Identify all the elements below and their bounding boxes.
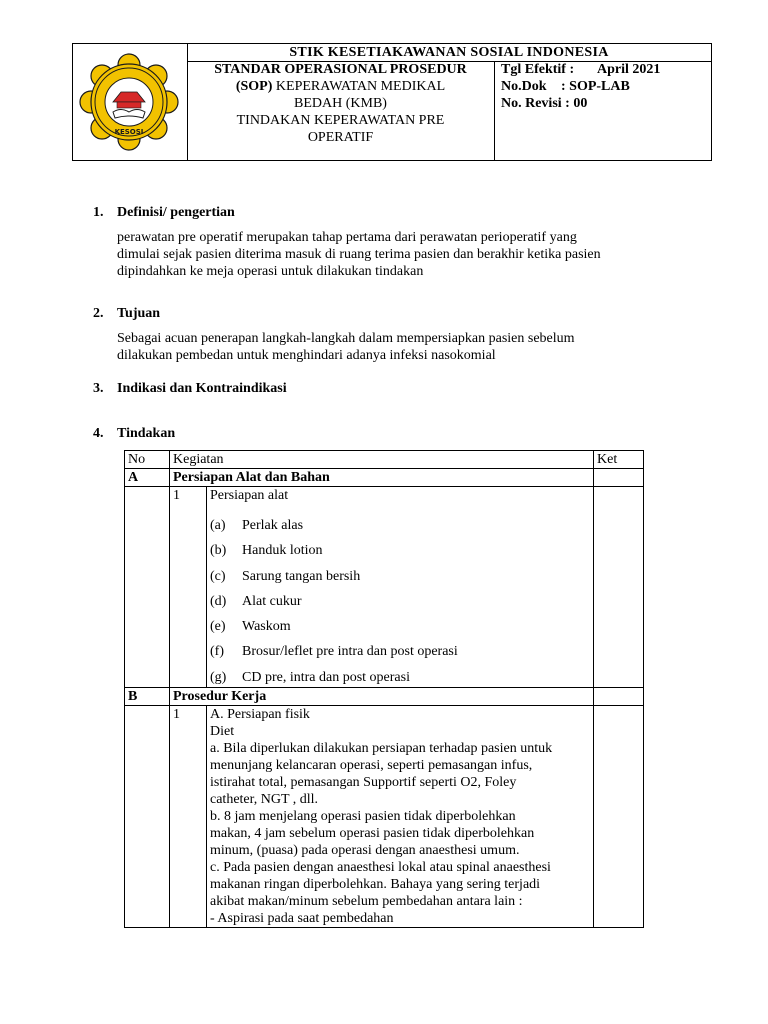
table-header-row: [125, 451, 644, 469]
kegiatan-cell: A. Persiapan fisik Diet a. Bila diperlukan dilakukan persiapan terhadap pasien untuk menunjang kelancaran operasi, seperti pemasangan infus, istirahat total, pemasangan Supportif seperti O2, Foley catheter, NGT , dll. b. 8 jam menjelang operasi pasien tidak diperbolehkan makan, 4 jam sebelum operasi pasien tidak diperbolehkan minum, (puasa) pada operasi dengan anaesthesi umum. c. Pada pasien dengan anaesthesi lokal atau spinal anaesthesi makanan ringan diperbolehkan. Bahaya yang sering terjadi akibat makan/minum sebelum pembedahan antara lain : - Aspirasi pada saat pembedahan: [207, 705, 594, 927]
col-header-no: No: [125, 451, 170, 469]
kegiatan-cell: [207, 487, 594, 688]
list-item: (b) Handuk lotion: [210, 543, 323, 559]
institution-name: STIK KESETIAKAWANAN SOSIAL INDONESIA: [187, 44, 711, 62]
no-cell: [125, 487, 170, 688]
group-letter: A: [125, 469, 170, 487]
sub-number: 1: [170, 705, 207, 927]
document-meta: [501, 61, 711, 112]
section-heading-tindakan: 4. Tindakan: [93, 426, 176, 441]
sub-title: Persiapan alat: [210, 488, 289, 503]
sub-number: 1: [170, 487, 207, 688]
tindakan-table: [124, 450, 644, 928]
section-heading-indikasi: 3. Indikasi dan Kontraindikasi: [93, 381, 287, 396]
no-cell: [125, 705, 170, 927]
meta-doc-number: No.Dok : SOP-LAB: [501, 79, 630, 94]
ket-cell: [594, 469, 644, 487]
document-header: [72, 43, 712, 161]
ket-cell: [594, 687, 644, 705]
sop-title-line1: STANDAR OPERASIONAL PROSEDUR: [214, 62, 467, 77]
ket-cell: [594, 705, 644, 927]
list-item: (e) Waskom: [210, 619, 291, 635]
group-title: Prosedur Kerja: [170, 687, 594, 705]
col-header-kegiatan: Kegiatan: [170, 451, 594, 469]
section-heading-tujuan: 2. Tujuan: [93, 306, 161, 321]
group-row-a: [125, 469, 644, 487]
list-item: (a) Perlak alas: [210, 518, 304, 533]
col-header-ket: Ket: [594, 451, 644, 469]
svg-text:KESOSI: KESOSI: [114, 128, 144, 136]
sop-title-line3: BEDAH (KMB): [294, 96, 387, 111]
list-item: (c) Sarung tangan bersih: [210, 568, 361, 584]
section-text-definisi: perawatan pre operatif merupakan tahap pertama dari perawatan perioperatif yang dimulai sejak pasien diterima masuk di ruang terima pasien dan berakhir ketika pasien dipindahkan ke meja operasi untuk dilakukan tindakan: [117, 230, 601, 279]
institution-logo: [77, 52, 181, 152]
list-item: (d) Alat cukur: [210, 593, 302, 609]
sop-title-line2: (SOP) KEPERAWATAN MEDIKAL: [235, 79, 446, 94]
sop-title: [187, 61, 495, 160]
group-row-b: [125, 687, 644, 705]
list-item: (f) Brosur/leflet pre intra dan post operasi: [210, 644, 458, 660]
sop-title-line5: OPERATIF: [307, 130, 374, 145]
table-row: [125, 705, 644, 927]
meta-revision: No. Revisi : 00: [501, 96, 588, 111]
sop-title-line4: TINDAKAN KEPERAWATAN PRE: [236, 113, 445, 128]
table-row: [125, 487, 644, 688]
logo-cell: [73, 44, 188, 160]
ket-cell: [594, 487, 644, 688]
group-letter: B: [125, 687, 170, 705]
meta-effective-date: Tgl Efektif : April 2021: [501, 62, 661, 77]
section-text-tujuan: Sebagai acuan penerapan langkah-langkah dalam mempersiapkan pasien sebelum dilakukan pembedan untuk menghindari adanya infeksi nasokomial: [117, 331, 575, 363]
section-heading-definisi: 1. Definisi/ pengertian: [93, 205, 235, 220]
group-title: Persiapan Alat dan Bahan: [170, 469, 594, 487]
list-item: (g) CD pre, intra dan post operasi: [210, 669, 410, 685]
